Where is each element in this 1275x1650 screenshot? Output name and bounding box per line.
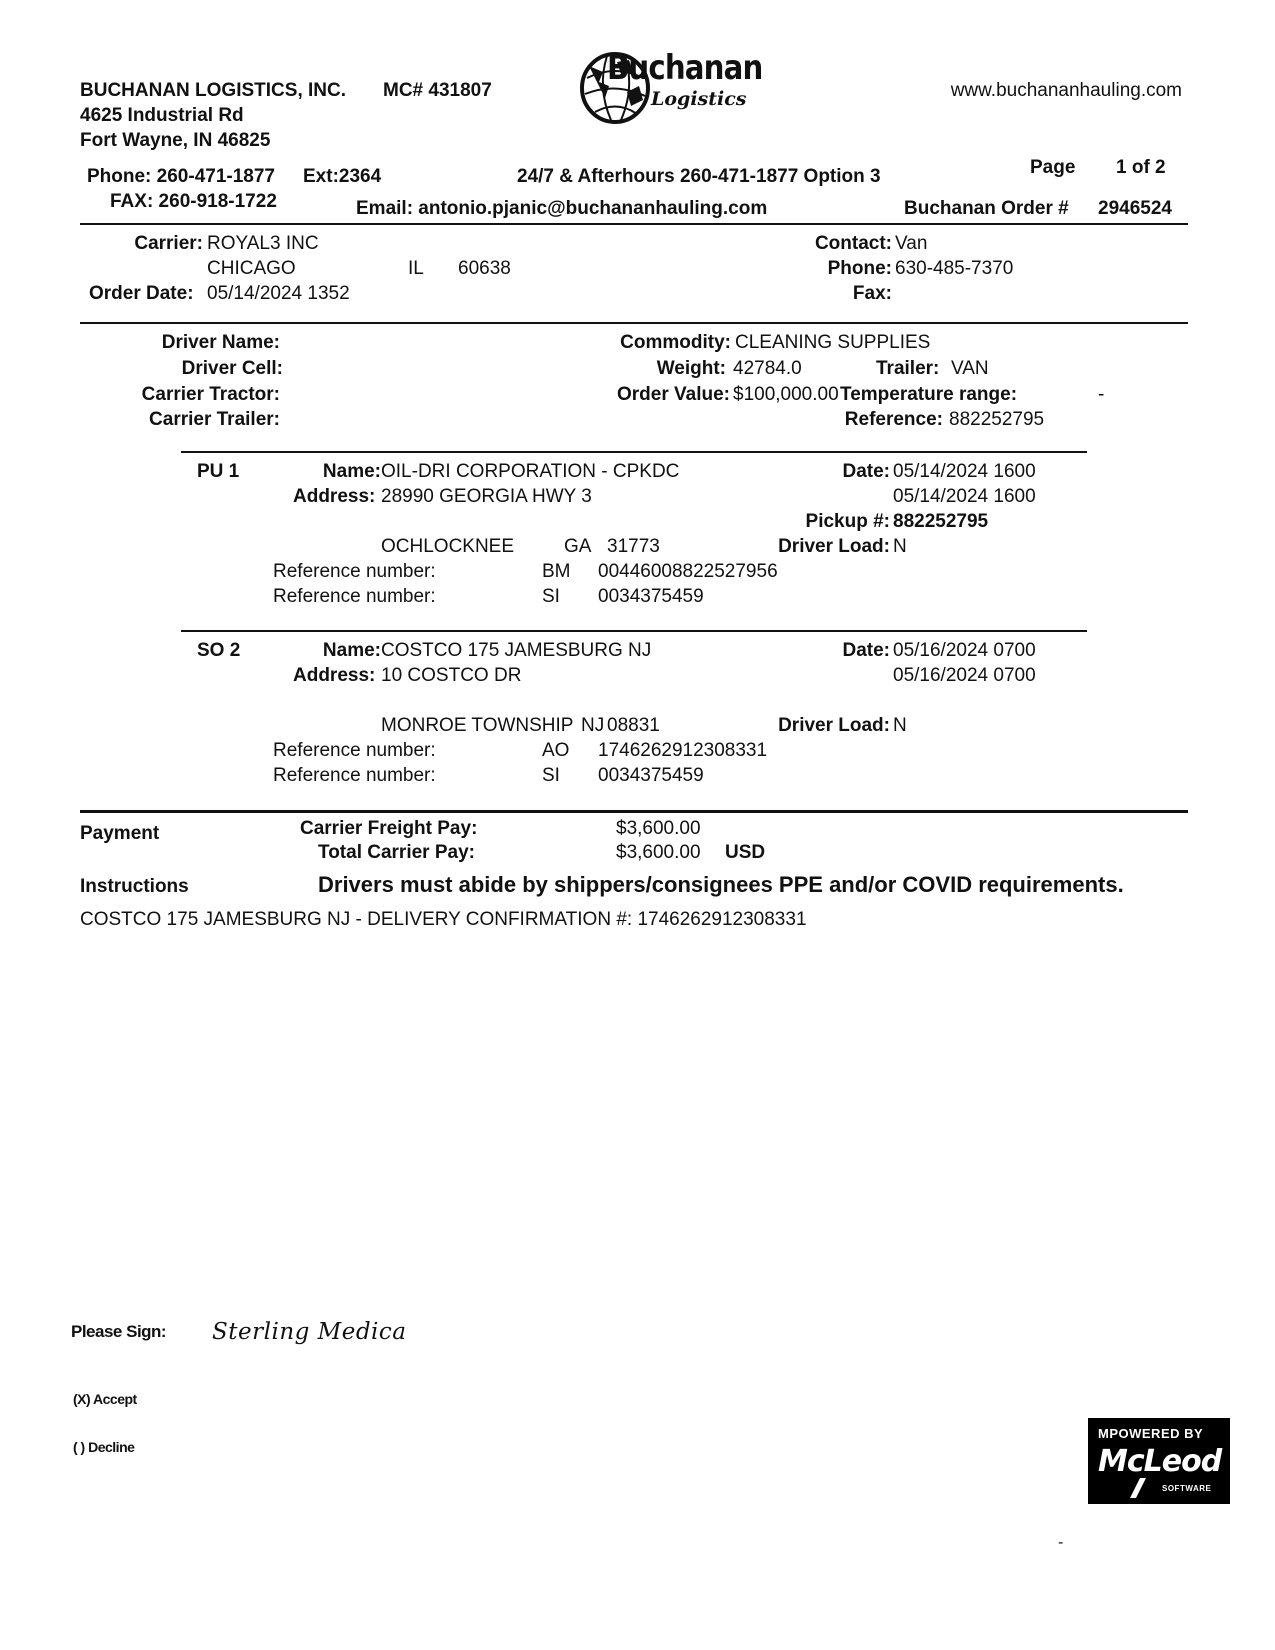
stop-name-label: Name:: [322, 640, 381, 661]
stop-date-label: Date:: [842, 461, 890, 482]
instructions-headline: Drivers must abide by shippers/consignees PPE and/or COVID requirements.: [318, 872, 1124, 897]
company-name: BUCHANAN LOGISTICS, INC.: [80, 80, 346, 101]
signature[interactable]: Sterling Medica: [212, 1319, 407, 1345]
carrier-name: ROYAL3 INC: [207, 233, 319, 254]
trailer-label: Trailer:: [876, 358, 940, 379]
commodity-label: Commodity:: [620, 332, 731, 353]
please-sign-label: Please Sign:: [71, 1322, 167, 1341]
mcleod-powered-by-badge: [1088, 1418, 1230, 1504]
stop-code: PU 1: [197, 461, 240, 482]
order-number: 2946524: [1098, 198, 1172, 219]
stop-city: MONROE TOWNSHIP: [381, 715, 574, 736]
software-label: SOFTWARE: [1162, 1484, 1212, 1493]
load-divider: [181, 451, 1087, 453]
stop-divider: [181, 630, 1087, 632]
trailer-value: VAN: [951, 358, 989, 379]
weight-value: 42784.0: [733, 358, 802, 379]
stop-zip: 08831: [607, 715, 660, 736]
phone: Phone: 260-471-1877: [87, 166, 275, 187]
accept-checkbox[interactable]: (X) Accept: [73, 1391, 137, 1407]
driver-name-label: Driver Name:: [161, 332, 280, 353]
reference-number: 0034375459: [598, 586, 704, 607]
commodity-value: CLEANING SUPPLIES: [735, 332, 931, 353]
stop-date-label: Date:: [842, 640, 890, 661]
reference-label: Reference:: [844, 409, 943, 430]
stop-name-label: Name:: [322, 461, 381, 482]
temperature-value: -: [1098, 384, 1105, 405]
mc-number: MC# 431807: [383, 80, 492, 101]
carrier-divider: [80, 322, 1188, 324]
email: Email: antonio.pjanic@buchananhauling.com: [356, 198, 768, 219]
stop-city: OCHLOCKNEE: [381, 536, 515, 557]
stop-date-1: 05/16/2024 0700: [893, 640, 1036, 661]
company-address-1: 4625 Industrial Rd: [80, 105, 244, 126]
stop-address-label: Address:: [293, 665, 376, 686]
stop-address: 28990 GEORGIA HWY 3: [381, 486, 592, 507]
instructions-label: Instructions: [80, 876, 189, 897]
stop-date-2: 05/16/2024 0700: [893, 665, 1036, 686]
afterhours-phone: 24/7 & Afterhours 260-471-1877 Option 3: [517, 166, 881, 187]
order-number-label: Buchanan Order #: [904, 198, 1069, 219]
order-date-label: Order Date:: [89, 283, 194, 304]
driver-load-value: N: [893, 715, 907, 736]
driver-load-label: Driver Load:: [778, 715, 890, 736]
reference-type: AO: [542, 740, 570, 761]
carrier-tractor-label: Carrier Tractor:: [141, 384, 280, 405]
stop-date-2: 05/14/2024 1600: [893, 486, 1036, 507]
reference-number-label: Reference number:: [273, 586, 436, 607]
stop-name: OIL-DRI CORPORATION - CPKDC: [381, 461, 680, 482]
website: www.buchananhauling.com: [950, 80, 1182, 101]
reference-value: 882252795: [949, 409, 1045, 430]
contact-label: Contact:: [814, 233, 892, 254]
contact-value: Van: [895, 233, 928, 254]
logo-wordmark: Buchanan: [607, 48, 763, 88]
reference-number: 0034375459: [598, 765, 704, 786]
powered-by-label: MPOWERED BY: [1098, 1426, 1204, 1441]
carrier-state: IL: [408, 258, 424, 279]
footer-dash: -: [1058, 1534, 1064, 1551]
driver-load-label: Driver Load:: [778, 536, 890, 557]
fax: FAX: 260-918-1722: [110, 191, 277, 212]
temperature-label: Temperature range:: [840, 384, 1018, 405]
carrier-trailer-label: Carrier Trailer:: [149, 409, 280, 430]
slash-mark-icon: [1130, 1478, 1146, 1498]
stop-address: 10 COSTCO DR: [381, 665, 522, 686]
order-value-label: Order Value:: [617, 384, 730, 405]
reference-number-label: Reference number:: [273, 765, 436, 786]
phone-ext: Ext:2364: [303, 166, 382, 187]
reference-number: 1746262912308331: [598, 740, 768, 761]
page-number: 1 of 2: [1116, 157, 1166, 178]
decline-checkbox[interactable]: ( ) Decline: [73, 1439, 135, 1455]
payment-label: Payment: [80, 823, 160, 844]
mcleod-wordmark: McLeod: [1098, 1444, 1222, 1479]
reference-number-label: Reference number:: [273, 740, 436, 761]
stop-code: SO 2: [197, 640, 241, 661]
company-address-2: Fort Wayne, IN 46825: [80, 130, 271, 151]
reference-number: 00446008822527956: [598, 561, 778, 582]
carrier-city: CHICAGO: [207, 258, 296, 279]
driver-load-value: N: [893, 536, 907, 557]
stop-state: GA: [564, 536, 592, 557]
header-divider: [80, 223, 1188, 225]
pickup-number-label: Pickup #:: [805, 511, 890, 532]
reference-number-label: Reference number:: [273, 561, 436, 582]
carrier-zip: 60638: [458, 258, 511, 279]
carrier-phone-label: Phone:: [827, 258, 892, 279]
carrier-fax-label: Fax:: [852, 283, 892, 304]
stop-zip: 31773: [607, 536, 660, 557]
logo-subtitle: Logistics: [651, 88, 747, 110]
freight-pay-value: $3,600.00: [616, 818, 701, 839]
weight-label: Weight:: [656, 358, 726, 379]
order-date: 05/14/2024 1352: [207, 283, 350, 304]
reference-type: BM: [542, 561, 571, 582]
freight-pay-label: Carrier Freight Pay:: [300, 818, 478, 839]
carrier-phone: 630-485-7370: [895, 258, 1014, 279]
carrier-label: Carrier:: [134, 233, 203, 254]
stop-date-1: 05/14/2024 1600: [893, 461, 1036, 482]
stops-divider: [80, 810, 1188, 813]
currency: USD: [725, 842, 766, 863]
driver-cell-label: Driver Cell:: [181, 358, 283, 379]
instructions-line: COSTCO 175 JAMESBURG NJ - DELIVERY CONFIRMATION #: 1746262912308331: [80, 909, 807, 930]
reference-type: SI: [542, 765, 560, 786]
total-pay-label: Total Carrier Pay:: [318, 842, 475, 863]
pickup-number: 882252795: [893, 511, 989, 532]
buchanan-logo: [577, 42, 763, 132]
reference-type: SI: [542, 586, 560, 607]
stop-name: COSTCO 175 JAMESBURG NJ: [381, 640, 652, 661]
page-label: Page: [1030, 157, 1076, 178]
stop-state: NJ: [581, 715, 605, 736]
total-pay-value: $3,600.00: [616, 842, 701, 863]
order-value: $100,000.00: [733, 384, 839, 405]
stop-address-label: Address:: [293, 486, 376, 507]
